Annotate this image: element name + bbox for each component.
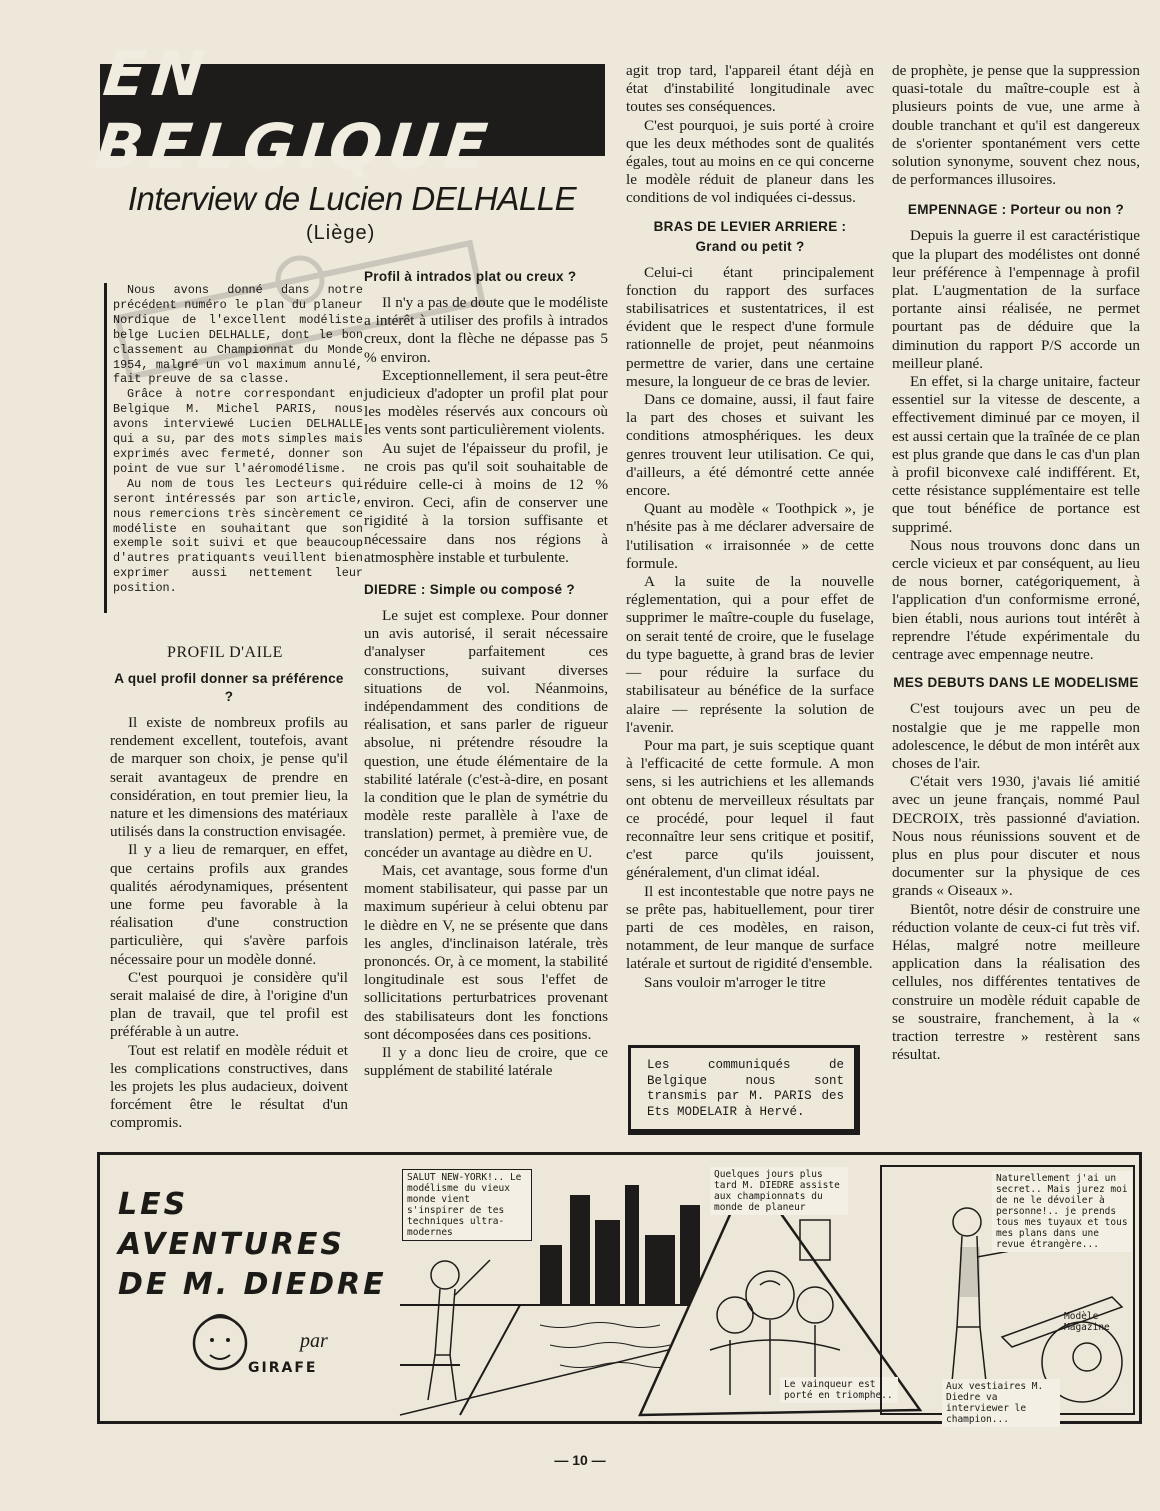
headline-banner [92, 37, 605, 183]
notice-box: Les communiqués de Belgique nous sont transmis par M. PARIS des Ets MODELAIR à Hervé. [628, 1045, 860, 1135]
comic-author: GIRAFE [248, 1360, 318, 1376]
paragraph: Mais, cet avantage, sous forme d'un moment stabilisateur, qui passe par un maximum supérieur à celui obtenu par le dièdre en V, ne se présente que dans les angles, d'inclinaison latérale, très prononcés. Or, à ce moment, la stabilité longitudinale est sous l'effet de sollicitations perturbatrices provenant des stabilisateurs dont les fonctions sont décomposées dans ces positions. [364, 861, 608, 1043]
paragraph: Exceptionnellement, il sera peut-être judicieux d'adopter un profil plat pour les modèles réservés aux concours où les vents sont particulièrement violents. [364, 366, 608, 439]
comic-title-line: LES AVENTURES [118, 1187, 346, 1262]
section-heading-profil: PROFIL D'AILE [167, 644, 283, 661]
paragraph: Bientôt, notre désir de construire une réduction volante de ceux-ci fut très vif. Hélas, malgré notre meilleure application dans la réalisation des cellules, nos différentes tentatives de construire un modèle réduit capable de se soustraire, franchement, à la « traction terrestre » restèrent sans résultat. [892, 900, 1140, 1064]
paragraph: Depuis la guerre il est caractéristique que la plupart des modélistes ont donné leur préférence à l'empennage à profil plat. L'augmentation de la surface portante ainsi réalisée, ne permet pourtant pas de déduire que la diminution du rapport P/S accorde un meilleur plané. [892, 227, 1140, 372]
comic-panel-3 [880, 1165, 1135, 1425]
paragraph: C'est toujours avec un peu de nostalgie que je me rappelle mon adolescence, le début de mon intérêt aux choses de l'air. [892, 700, 1140, 772]
artist-sketch-icon [180, 1295, 260, 1395]
paragraph: Quant au modèle « Toothpick », je n'hésite pas à me déclarer adversaire de l'utilisation « irraisonnée » de cette formule. [626, 500, 874, 572]
paragraph: Le sujet est complexe. Pour donner un avis autorisé, il serait nécessaire d'analyser parfaitement ces constructions, suivant diverses situations de vol. Néanmoins, indépendamment des conditions de réalisation, et sans parler de rigueur absolue, ni prétendre résoudre la question, une étude élémentaire de la stabilité latérale (c'est-à-dire, en posant la condition que le plan de symétrie du modèle reste parallèle à l'axe de translation) permet, à première vue, de concéder un avantage au dièdre en U. [364, 607, 608, 861]
section-heading: MES DEBUTS DANS LE MODELISME [893, 675, 1139, 691]
column-4 [892, 62, 1140, 1064]
intro-paragraph: Nous avons donné dans notre précédent numéro le plan du planeur Nordique de l'excellent modéliste belge Lucien DELHALLE, dont le bon classement au Championnat du Monde 1954, malgré un vol maximum annulé, fait preuve de sa classe. [113, 283, 363, 387]
paragraph: Il n'y a pas de doute que le modéliste a intérêt à utiliser des profils à intrados creux, dont la flèche ne dépasse pas 5 % environ. [364, 294, 608, 366]
section-subheading: A quel profil donner sa préférence ? [114, 671, 344, 704]
paragraph: Il existe de nombreux profils au rendement excellent, toutefois, avant de marquer son choix, je pense qu'il serait avantageux de prendre en considération, en tout premier lieu, la nature et les dimensions des matériaux utilisés dans la construction envisagée. [110, 714, 348, 841]
comic-by: par [300, 1330, 328, 1352]
paragraph: En effet, si la charge unitaire, facteur essentiel sur la vitesse de descente, a effectivement diminué par ce moyen, il est aussi certain que la traînée de ce plan est plus grande que dans le cas d'un plan à profil biconvexe calé indifférent. Et, cette résistance supplémentaire est telle que tout bénéfice de portance est supprimé. [892, 373, 1140, 536]
intro-box [104, 283, 363, 613]
intro-paragraph: Grâce à notre correspondant en Belgique M. Michel PARIS, nous avons interviewé Lucien DELHALLE qui a su, par des mots simples mais exprimés avec fermeté, donner son point de vue sur l'aéromodélisme. [113, 387, 363, 476]
paragraph: Il est incontestable que notre pays ne se prête pas, habituellement, pour tirer parti de ces modèles, en raison, notamment, de leur manque de surface latérale et surtout de rigidité d'ensemble. [626, 882, 874, 973]
paragraph: Au sujet de l'épaisseur du profil, je ne crois pas qu'il soit souhaitable de réduire celle-ci à moins de 12 % environ. Ceci, afin de conserver une rigidité à la torsion suffisante et nécessaire dans nos régions à atmosphère instable et turbulente. [364, 439, 608, 566]
paragraph: agit trop tard, l'appareil étant déjà en état d'instabilité longitudinale avec toutes ses conséquences. [626, 62, 874, 116]
paragraph: Tout est relatif en modèle réduit et les complications constructives, dans les projets les plus audacieux, doivent forcément être le résultat d'un compromis. [110, 1041, 348, 1132]
paragraph: Celui-ci étant principalement fonction du rapport des surfaces stabilisatrices et sustentatrices, il est évident que le respect d'une formule rationnelle de projet, peut néanmoins permettre de varier, dans une certaine mesure, la longueur de ce bras de levier. [626, 263, 874, 390]
paragraph: C'est pourquoi, je suis porté à croire que les deux méthodes sont de qualités égales, tout au moins en ce qui concerne le modèle réduit de planeur dans les conditions de vol indiquées ci-dessus. [626, 116, 874, 207]
section-heading: BRAS DE LEVIER ARRIERE : [653, 218, 847, 234]
magazine-label: Modèle Magazine [1064, 1311, 1110, 1333]
paragraph: Dans ce domaine, aussi, il faut faire la part des choses et suivant les conditions atmosphériques. les deux genres trouvent leur utilisation. Ce qui, d'ailleurs, a été démontré cette année encore. [626, 391, 874, 500]
intro-paragraph: Au nom de tous les Lecteurs qui seront intéressés par son article, nous remercions très sincèrement ce modéliste en souhaitant que son exemple soit suivi et que beaucoup d'autres pratiquants veuillent bien exprimer aussi nettement leur position. [113, 476, 363, 596]
caption-box: Quelques jours plus tard M. DIEDRE assiste aux championnats du monde de planeur [710, 1167, 848, 1215]
section-heading: EMPENNAGE : Porteur ou non ? [907, 202, 1125, 218]
speech-bubble: Naturellement j'ai un secret.. Mais jurez moi de ne le dévoiler à personne!.. je prends tous mes tuyaux et tous mes plans dans une revue étrangère... [992, 1171, 1132, 1252]
paragraph: Il y a donc lieu de croire, que ce supplément de stabilité latérale [364, 1043, 608, 1080]
paragraph: de prophète, je pense que la suppression quasi-totale du maître-couple est à plusieurs points de vue, une arme à double tranchant et qu'il est dangereux de s'orienter spontanément vers cette solution synonyme, souvent chez nous, de performances illusoires. [892, 62, 1140, 189]
caption-box: Le vainqueur est porté en triomphe.. [780, 1377, 898, 1403]
column-3 [626, 62, 874, 992]
paragraph: C'est pourquoi je considère qu'il serait malaisé de dire, à l'origine d'un plan de travail, que tel profil est préférable à un autre. [110, 968, 348, 1041]
paragraph: Sans vouloir m'arroger le titre [644, 973, 826, 991]
section-heading: DIEDRE : Simple ou composé ? [364, 582, 575, 598]
page-number: — 10 — [554, 1452, 606, 1468]
caption-box: Aux vestiaires M. Diedre va interviewer le champion... [942, 1379, 1060, 1427]
paragraph: Il y a lieu de remarquer, en effet, que certains profils aux grandes qualités aérodynamiques, présentent une forme peu favorable à la réalisation d'une construction particulière, qui s'avère parfois nécessaire pour un modèle donné. [110, 841, 348, 968]
article-subtitle: (Liège) [306, 222, 376, 244]
speech-bubble: SALUT NEW-YORK!.. Le modélisme du vieux monde vient s'inspirer de tes techniques ultra-modernes [402, 1169, 532, 1241]
section-heading: Profil à intrados plat ou creux ? [364, 269, 577, 284]
paragraph: A la suite de la nouvelle réglementation, qui a pour effet de supprimer le maître-couple du fuselage, on serait tenté de croire, que le fuselage du type baguette, à grand bras de levier — pour réduire la surface du stabilisateur au bénéfice de la surface alaire — représente la solution de l'avenir. [626, 573, 874, 736]
comic-title [118, 1185, 388, 1305]
column-2 [364, 268, 608, 1080]
paragraph: Nous nous trouvons donc dans un cercle vicieux et par conséquent, au lieu de nous borner, catégoriquement, à l'application d'un conformisme erroné, bien établi, nous aurions tout intérêt à reprendre l'étude expérimentale du centrage avec empennage neutre. [892, 536, 1140, 664]
column-1 [110, 670, 348, 1133]
comic-title-line: DE M. DIEDRE [118, 1267, 387, 1302]
paragraph: C'était vers 1930, j'avais lié amitié avec un jeune français, nommé Paul DECROIX, très passionné d'aviation. Nous nous réunissions souvent et de plus en plus pour discuter et nous documenter sur la physique de ces grands « Oiseaux ». [892, 773, 1140, 900]
section-subheading: Grand ou petit ? [695, 238, 805, 254]
comic-strip [97, 1152, 1142, 1424]
article-title: Interview de Lucien DELHALLE [127, 180, 577, 217]
paragraph: Pour ma part, je suis sceptique quant à l'efficacité de cette formule. A mon sens, si les autrichiens et les allemands ont obtenu de merveilleux résultats par ce procédé, pour lequel il faut reconnaître leur sens critique et positif, c'est parce qu'ils jouissent, généralement, d'un climat idéal. [626, 736, 874, 882]
headline: EN BELGIQUE [92, 37, 497, 183]
